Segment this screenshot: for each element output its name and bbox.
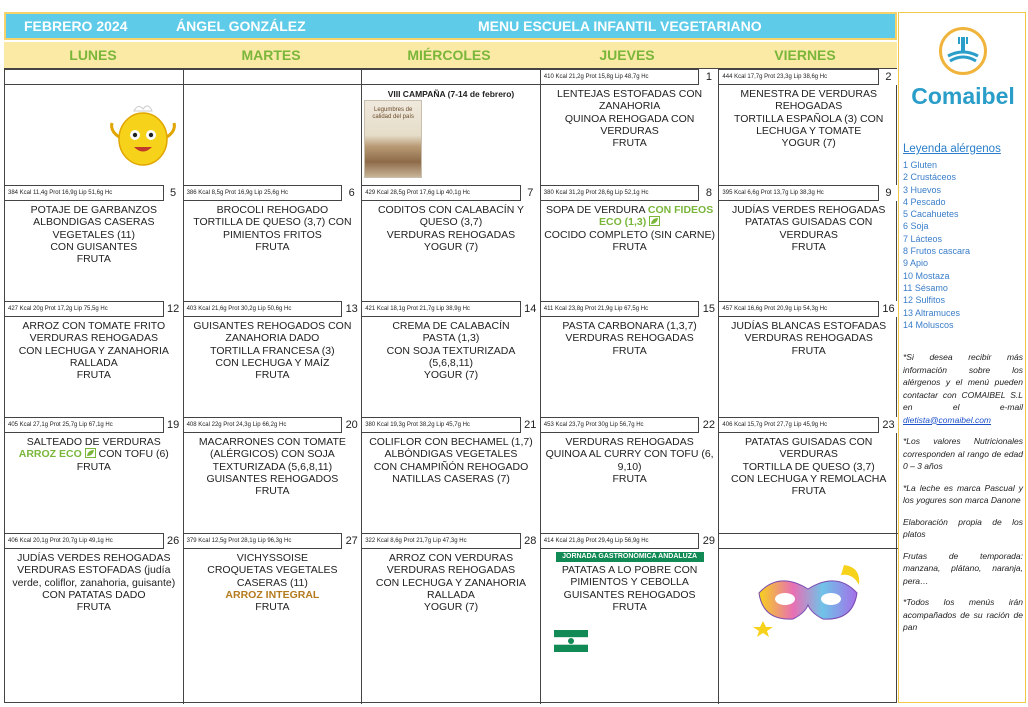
allergen-item: 1 Gluten — [903, 160, 938, 170]
day-number: 29 — [698, 533, 718, 549]
nutrition-info: 444 Kcal 17,7g Prot 23,3g Lip 38,6g Hc — [719, 69, 898, 85]
title-bar — [4, 12, 897, 40]
day-cell — [5, 301, 184, 417]
menu-dish: JUDÍAS VERDES REHOGADAS — [731, 204, 886, 216]
allergen-item: 11 Sésamo — [903, 282, 948, 293]
day-cell — [362, 301, 541, 417]
menu-dish: LENTEJAS ESTOFADAS CON ZANAHORIA — [557, 88, 703, 113]
day-number: 15 — [698, 301, 718, 317]
menu-dish: VERDURAS REHOGADAS — [565, 332, 694, 345]
day-cell — [719, 69, 898, 185]
menu-dish: FRUTA — [612, 240, 647, 253]
day-miercoles: MIÉRCOLES — [407, 47, 491, 63]
day-number: 6 — [341, 185, 361, 201]
menu-dish: FRUTA — [612, 137, 647, 150]
menu-dish: CON CHAMPIÑÓN REHOGADO — [373, 460, 529, 473]
day-number: 9 — [878, 185, 898, 201]
sidebar — [898, 12, 1026, 703]
day-cell — [184, 185, 363, 301]
nutrition-info: 411 Kcal 23,8g Prot 21,9g Lip 67,5g Hc — [541, 301, 719, 317]
day-cell — [362, 533, 541, 704]
carnival-mask-icon — [749, 561, 867, 637]
note-nutrition: *Los valores Nutricionales corresponden al rango de edad 0 – 3 años — [903, 436, 1023, 471]
menu-dish: FRUTA — [612, 344, 647, 357]
menu-items — [7, 320, 181, 381]
day-number: 19 — [163, 417, 183, 433]
menu-dish: FRUTA — [255, 485, 290, 498]
eco-label: CON FIDEOS ECO (1,3) — [599, 204, 714, 229]
menu-dish: FRUTA — [255, 240, 290, 253]
dish-text: SOPA DE VERDURA — [545, 204, 648, 216]
eco-label: ARROZ ECO — [18, 448, 82, 461]
day-number: 27 — [341, 533, 361, 549]
menu-dish: QUINOA AL CURRY CON TOFU (6, 9,10) — [545, 448, 714, 473]
day-cell — [719, 185, 898, 301]
allergen-item: 14 Moluscos — [903, 319, 954, 330]
menu-items — [543, 552, 717, 613]
day-lunes: LUNES — [69, 47, 117, 63]
student-name: ÁNGEL GONZÁLEZ — [176, 18, 306, 34]
note-fruits: Frutas de temporada: manzana, plátano, naranja, pera… — [903, 550, 1023, 586]
allergen-item: 5 Cacahuetes — [903, 209, 959, 220]
legumes-book-cover — [364, 100, 422, 178]
menu-dish: POTAJE DE GARBANZOS — [30, 204, 157, 216]
menu-dish: CON PATATAS DADO — [42, 588, 146, 601]
menu-items — [543, 320, 717, 357]
day-cell — [362, 417, 541, 533]
andalucia-flag-icon — [554, 630, 588, 652]
day-cell — [184, 417, 363, 533]
campaign-title: VIII CAMPAÑA (7-14 de febrero) — [387, 89, 515, 99]
menu-dish: CREMA DE CALABACÍN — [392, 320, 510, 332]
menu-dish: FRUTA — [76, 253, 111, 266]
nutrition-info: 380 Kcal 19,3g Prot 38,2g Lip 45,7g Hc — [362, 417, 540, 433]
menu-items — [721, 436, 896, 497]
menu-dish: CON LECHUGA Y ZANAHORIA RALLADA — [18, 344, 169, 369]
menu-calendar — [4, 12, 897, 703]
leaf-icon — [649, 216, 660, 226]
menu-dish: PASTA (1,3) — [422, 332, 480, 345]
day-number: 5 — [163, 185, 183, 201]
andalucia-badge: JORNADA GASTRONÓMICA ANDALUZA — [556, 552, 704, 562]
day-number: 21 — [520, 417, 540, 433]
allergen-item: 12 Sulfitos — [903, 295, 946, 306]
menu-dish: TORTILLA FRANCESA (3) — [210, 344, 335, 357]
allergen-item: 9 Apio — [903, 258, 929, 269]
nutrition-info: 410 Kcal 21,2g Prot 15,8g Lip 48,7g Hc — [541, 69, 719, 85]
menu-dish: VERDURAS REHOGADAS — [386, 564, 516, 577]
menu-items — [543, 204, 717, 253]
nutrition-info: 380 Kcal 31,2g Prot 28,6g Lip 52,1g Hc — [541, 185, 719, 201]
menu-dish: ALBONDIGAS CASERAS VEGETALES (11) — [33, 216, 155, 241]
day-number: 13 — [341, 301, 361, 317]
day-cell — [5, 533, 184, 704]
day-number: 22 — [698, 417, 718, 433]
integral-label: ARROZ INTEGRAL — [225, 588, 320, 601]
day-martes: MARTES — [241, 47, 301, 63]
menu-dish: MACARRONES CON TOMATE (ALÉRGICOS) CON SOJA TEXTURIZADA (5,6,8,11) — [198, 436, 346, 473]
menu-dish: YOGUR (7) — [781, 137, 836, 150]
mascot-icon — [104, 99, 182, 169]
menu-items — [7, 552, 181, 613]
email-link[interactable]: dietista@comaibel.com — [903, 414, 991, 425]
day-number: 12 — [163, 301, 183, 317]
book-title: Legumbres de calidad del país — [372, 107, 415, 121]
menu-dish: YOGUR (7) — [423, 601, 479, 614]
menu-dish: FRUTA — [612, 600, 647, 613]
menu-dish: TORTILLA DE QUESO (3,7) CON PIMIENTOS FRITOS — [193, 216, 352, 241]
menu-title: MENU ESCUELA INFANTIL VEGETARIANO — [478, 18, 762, 34]
menu-dish: CON LECHUGA Y ZANAHORIA RALLADA — [375, 576, 527, 601]
menu-dish: QUINOA REHOGADA CON VERDURAS — [564, 112, 695, 137]
menu-dish: YOGUR (7) — [423, 240, 479, 253]
nutrition-info: 414 Kcal 21,8g Prot 29,4g Lip 56,9g Hc — [541, 533, 719, 549]
nutrition-info: 406 Kcal 15,7g Prot 27,7g Lip 45,9g Hc — [719, 417, 898, 433]
nutrition-info: 421 Kcal 18,1g Prot 21,7g Lip 38,9g Hc — [362, 301, 540, 317]
day-cell — [541, 69, 720, 185]
nutrition-info: 403 Kcal 21,6g Prot 30,2g Lip 50,6g Hc — [184, 301, 362, 317]
menu-dish: PATATAS GUISADAS CON VERDURAS — [744, 216, 873, 241]
allergen-list — [903, 159, 970, 331]
menu-dish: FRUTA — [791, 344, 826, 357]
menu-dish: COLIFLOR CON BECHAMEL (1,7) — [369, 436, 533, 448]
menu-dish: BROCOLI REHOGADO — [216, 204, 329, 216]
menu-items — [364, 88, 538, 178]
nutrition-info: 405 Kcal 27,1g Prot 25,7g Lip 67,1g Hc — [5, 417, 183, 433]
menu-dish: FRUTA — [76, 369, 111, 382]
menu-dish: JUDÍAS BLANCAS ESTOFADAS — [731, 320, 887, 332]
note-contact: *Si desea recibir más información sobre los alérgenos y el menú pueden contactar con COMAIBEL S.L en el e-mail dietista@comaibel.com — [903, 352, 1023, 425]
day-number: 16 — [878, 301, 898, 317]
note-brands: *La leche es marca Pascual y los yogures son marca Danone — [903, 482, 1023, 505]
menu-dish: SALTEADO DE VERDURAS — [26, 436, 161, 448]
nutrition-info: 379 Kcal 12,5g Prot 28,1g Lip 96,3g Hc — [184, 533, 362, 549]
menu-dish: GUISANTES REHOGADOS — [206, 472, 339, 485]
menu-dish: FRUTA — [255, 601, 290, 614]
day-cell — [719, 417, 898, 533]
menu-dish: GUISANTES REHOGADOS CON ZANAHORIA DADO — [193, 320, 352, 345]
weekday-header — [4, 42, 897, 68]
menu-items — [364, 552, 538, 613]
day-cell — [5, 69, 184, 185]
leaf-icon — [85, 448, 96, 458]
menu-dish: PASTA CARBONARA (1,3,7) — [562, 320, 697, 332]
allergen-item: 2 Crustáceos — [903, 172, 957, 183]
menu-dish — [7, 448, 181, 460]
menu-items — [186, 204, 360, 253]
menu-dish: FRUTA — [76, 601, 111, 614]
day-cell — [541, 533, 720, 704]
menu-dish: CROQUETAS VEGETALES CASERAS (11) — [207, 564, 338, 589]
note-elaboration: Elaboración propia de los platos — [903, 516, 1023, 539]
menu-dish: CON LECHUGA Y MAÍZ — [215, 356, 330, 369]
menu-dish: COCIDO COMPLETO (SIN CARNE) — [544, 228, 715, 241]
allergen-item: 4 Pescado — [903, 196, 946, 207]
day-number: 14 — [520, 301, 540, 317]
menu-dish: ARROZ CON VERDURAS — [388, 552, 514, 564]
menu-dish: ARROZ CON TOMATE FRITO — [22, 320, 166, 332]
menu-items — [364, 320, 538, 381]
day-number: 26 — [163, 533, 183, 549]
menu-dish: FRUTA — [255, 369, 290, 382]
nutrition-info: 427 Kcal 20g Prot 17,2g Lip 75,5g Hc — [5, 301, 183, 317]
menu-dish: ALBÓNDIGAS VEGETALES — [384, 448, 518, 461]
nutrition-info: 386 Kcal 8,5g Prot 16,9g Lip 25,6g Hc — [184, 185, 362, 201]
menu-items — [721, 320, 896, 357]
menu-items — [186, 552, 360, 613]
allergen-item: 3 Huevos — [903, 184, 942, 195]
allergen-item: 8 Frutos cascara — [903, 246, 971, 257]
nutrition-info — [5, 69, 183, 85]
menu-dish: VERDURAS REHOGADAS — [386, 228, 516, 241]
day-cell — [184, 533, 363, 704]
menu-dish: VERDURAS REHOGADAS — [744, 332, 873, 345]
menu-dish: FRUTA — [791, 485, 826, 498]
day-cell — [5, 417, 184, 533]
menu-dish: VICHYSSOISE — [236, 552, 308, 564]
comaibel-logo-icon — [939, 27, 987, 75]
allergen-item: 6 Soja — [903, 221, 929, 232]
day-cell — [719, 301, 898, 417]
day-cell — [184, 301, 363, 417]
menu-dish: VERDURAS ESTOFADAS (judía verde, coliflor, zanahoria, guisante) — [12, 564, 176, 589]
day-number: 1 — [698, 69, 718, 85]
day-number: 28 — [520, 533, 540, 549]
nutrition-info: 395 Kcal 6,6g Prot 13,7g Lip 38,3g Hc — [719, 185, 898, 201]
allergen-item: 7 Lácteos — [903, 233, 943, 244]
day-cell — [362, 69, 541, 185]
notes — [903, 351, 1023, 643]
allergen-item: 10 Mostaza — [903, 270, 950, 281]
day-number: 8 — [698, 185, 718, 201]
menu-dish: NATILLAS CASERAS (7) — [392, 472, 510, 485]
nutrition-info — [719, 533, 898, 549]
menu-dish: JUDÍAS VERDES REHOGADAS — [17, 552, 171, 564]
menu-grid — [4, 68, 897, 703]
day-cell — [184, 69, 363, 185]
day-number: 2 — [878, 69, 898, 85]
nutrition-info: 384 Kcal 11,4g Prot 16,9g Lip 51,6g Hc — [5, 185, 183, 201]
menu-items — [7, 436, 181, 473]
nutrition-info — [184, 69, 362, 85]
menu-dish: YOGUR (7) — [423, 369, 479, 382]
menu-dish: PATATAS A LO POBRE CON PIMIENTOS Y CEBOLLA — [561, 564, 698, 589]
allergen-item: 13 Altramuces — [903, 307, 961, 318]
menu-dish — [543, 204, 717, 229]
nutrition-info: 322 Kcal 8,6g Prot 21,7g Lip 47,3g Hc — [362, 533, 540, 549]
brand-name: Comaibel — [911, 83, 1015, 109]
day-cell — [719, 533, 898, 704]
day-cell — [362, 185, 541, 301]
menu-dish: CODITOS CON CALABACÍN Y QUESO (3,7) — [377, 204, 525, 229]
menu-items — [364, 204, 538, 253]
menu-dish: TORTILLA ESPAÑOLA (3) CON LECHUGA Y TOMATE — [733, 112, 884, 137]
day-number: 23 — [878, 417, 898, 433]
menu-items — [186, 320, 360, 381]
month-label: FEBRERO 2024 — [24, 18, 128, 34]
day-number: 20 — [341, 417, 361, 433]
day-cell — [541, 185, 720, 301]
menu-dish: CON SOJA TEXTURIZADA (5,6,8,11) — [386, 344, 516, 369]
nutrition-info: 429 Kcal 28,5g Prot 17,6g Lip 40,1g Hc — [362, 185, 540, 201]
nutrition-info: 406 Kcal 20,1g Prot 20,7g Lip 49,1g Hc — [5, 533, 183, 549]
day-jueves: JUEVES — [599, 47, 655, 63]
day-cell — [541, 301, 720, 417]
nutrition-info: 457 Kcal 16,6g Prot 20,9g Lip 54,3g Hc — [719, 301, 898, 317]
menu-dish: TORTILLA DE QUESO (3,7) — [742, 460, 875, 473]
menu-dish: VERDURAS REHOGADAS — [565, 436, 694, 448]
menu-dish: FRUTA — [791, 240, 826, 253]
day-cell — [541, 417, 720, 533]
nutrition-info: 408 Kcal 22g Prot 24,3g Lip 66,2g Hc — [184, 417, 362, 433]
day-number: 7 — [520, 185, 540, 201]
nutrition-info: 453 Kcal 23,7g Prot 30g Lip 56,7g Hc — [541, 417, 719, 433]
day-cell — [5, 185, 184, 301]
menu-items — [721, 204, 896, 253]
menu-items — [721, 88, 896, 149]
menu-dish: GUISANTES REHOGADOS — [563, 588, 696, 601]
note-bread: *Todos los menús irán acompañados de su ración de pan — [903, 597, 1023, 632]
menu-items — [543, 436, 717, 485]
menu-items — [543, 88, 717, 149]
menu-dish: MENESTRA DE VERDURAS REHOGADAS — [740, 88, 877, 113]
menu-dish: CON GUISANTES — [50, 240, 138, 253]
menu-dish: CON LECHUGA Y REMOLACHA — [730, 472, 887, 485]
nutrition-info — [362, 69, 540, 85]
menu-items — [186, 436, 360, 497]
menu-dish: FRUTA — [612, 472, 647, 485]
menu-dish: VERDURAS REHOGADAS — [29, 332, 158, 345]
allergen-legend-title: Leyenda alérgenos — [903, 143, 1001, 155]
menu-dish: PATATAS GUISADAS CON VERDURAS — [744, 436, 873, 461]
day-viernes: VIERNES — [774, 47, 836, 63]
menu-items — [364, 436, 538, 485]
menu-dish: FRUTA — [76, 460, 111, 473]
dish-text: CON TOFU (6) — [95, 448, 169, 461]
menu-items — [7, 204, 181, 265]
